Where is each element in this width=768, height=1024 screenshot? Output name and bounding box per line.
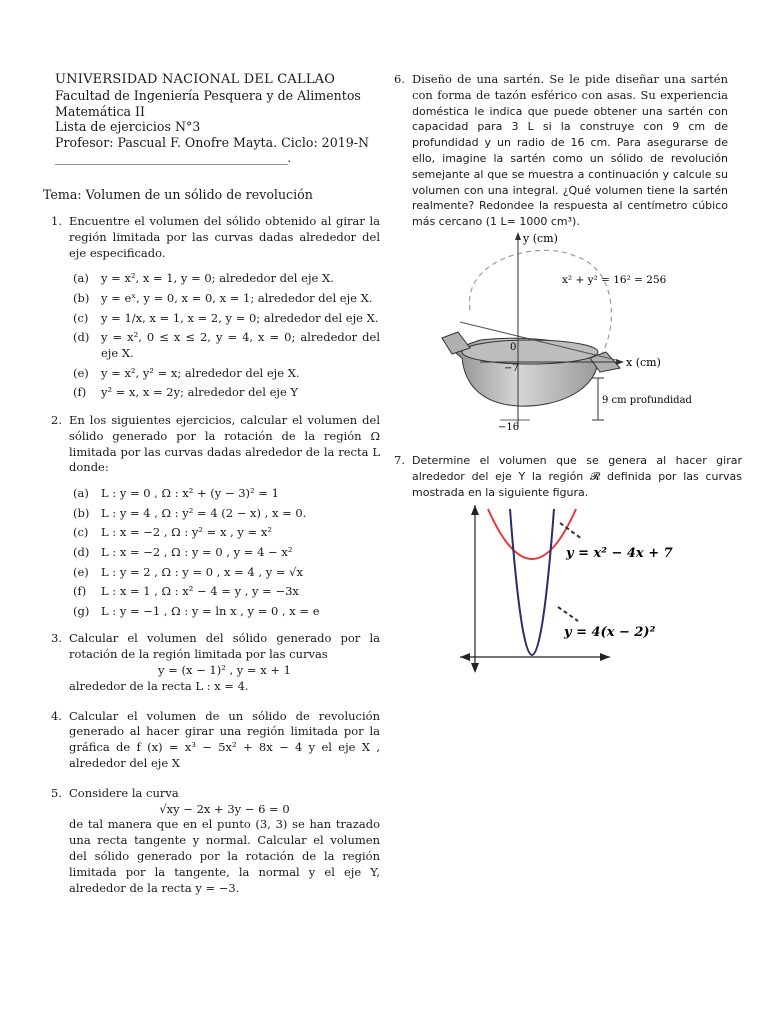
problem-text: Calcular el volumen de un sólido de revolución generado al hacer girar una región limitada por la gráfica de f (x) = x³ − 5x² + 8x − 4 y el eje X , alrededor del eje X — [69, 708, 380, 771]
list-item — [69, 330, 380, 362]
x-axis-label: x (cm) — [626, 356, 661, 369]
item-label: (e) — [73, 365, 89, 380]
x-axis-arrow-right — [600, 653, 610, 661]
item-text: L : y = 4 , Ω : y² = 4 (2 − x) , x = 0. — [101, 505, 307, 520]
problem-text: Calcular el volumen del sólido generado por la rotación de la región limitada por las curvas — [69, 631, 380, 662]
x-axis-arrow-left — [460, 653, 470, 661]
item-label: (b) — [73, 505, 90, 520]
item-label: (d) — [73, 544, 90, 559]
problem-text — [412, 453, 742, 500]
item-text: L : x = 1 , Ω : x² − 4 = y , y = −3x — [101, 584, 299, 599]
item-label: (f) — [73, 385, 87, 400]
problem-text-after: de tal manera que en el punto (3, 3) se han trazado una recta tangente y normal. Calcular el volumen del sólido generado por la rotación de la región limitada por la tangente, la normal y el eje Y, alrededor de la recta y = −3. — [69, 817, 380, 895]
problem-equation: y = (x − 1)² , y = x + 1 — [158, 663, 291, 678]
item-text: y = x², 0 ≤ x ≤ 2, y = 4, x = 0; alrededor del eje X. — [101, 330, 380, 360]
item-label: (f) — [73, 584, 87, 599]
parabola-figure — [460, 505, 720, 675]
item-text: L : y = 2 , Ω : y = 0 , x = 4 , y = √x — [101, 564, 303, 579]
problem-text-sans: doméstica le indica que puede obtener una sartén con capacidad para 3 L si la construye con 9 cm de profundidad y un radio de 16 cm. Para asegurarse de ello, imagine la sartén como un sólido de revolución semejante al que se muestra a continuación y calcule su volumen con una integral. ¿Qué volumen tiene la sartén realmente? Redondee la respuesta al centímetro cúbico más cercano (1 L= 1000 cm³). — [412, 104, 728, 229]
problem-text-after: alrededor de la recta L : x = 4. — [69, 678, 249, 693]
problem-3 — [51, 631, 380, 694]
problem-text — [412, 72, 728, 230]
list-item — [69, 584, 380, 600]
problem-text-serif: Diseño de una sartén. Se le pide diseñar una sartén con forma de tazón esférico con asas. Su experiencia — [412, 72, 728, 102]
problem-equation: √xy − 2x + 3y − 6 = 0 — [159, 801, 290, 816]
curve-1-label: y = x² − 4x + 7 — [566, 546, 673, 561]
circle-equation: x² + y² = 16² = 256 — [562, 274, 667, 286]
pan-rim — [462, 340, 598, 364]
list-item — [69, 525, 380, 541]
list-item — [69, 271, 380, 287]
label-minus-16: −16 — [498, 422, 520, 433]
curve-1 — [488, 509, 576, 559]
y-axis-arrow-bottom — [471, 663, 479, 673]
problem-text: En los siguientes ejercicios, calcular el volumen del sólido generado por la rotación de la región Ω limitada por las curvas dadas alrededor de la recta L donde: — [69, 412, 380, 475]
problem-4 — [51, 708, 380, 772]
list-item — [69, 366, 380, 382]
x-axis-arrow — [616, 359, 624, 365]
left-column — [43, 72, 380, 896]
problem-number: 4. — [51, 708, 62, 723]
list-item — [69, 311, 380, 327]
item-text: L : x = −2 , Ω : y = 0 , y = 4 − x² — [101, 544, 293, 559]
list-item — [69, 604, 380, 620]
item-text: L : y = 0 , Ω : x² + (y − 3)² = 1 — [101, 486, 279, 501]
item-text: L : y = −1 , Ω : y = ln x , y = 0 , x = e — [101, 603, 320, 618]
pan-figure — [440, 228, 710, 438]
problem-number: 7. — [394, 453, 405, 467]
problem-2 — [51, 412, 380, 620]
item-text: y = x², y² = x; alrededor del eje X. — [101, 365, 300, 380]
problem-number: 2. — [51, 412, 62, 427]
right-column — [394, 72, 728, 230]
faculty-name: Facultad de Ingeniería Pesquera y de Alimentos — [55, 87, 361, 103]
label-minus-7: −7 — [504, 363, 519, 374]
item-label: (a) — [73, 486, 89, 501]
y-axis-arrow — [515, 232, 521, 240]
item-text: L : x = −2 , Ω : y² = x , y = x² — [101, 525, 272, 540]
topic-title: Tema: Volumen de un sólido de revolución — [43, 186, 313, 202]
problem-number: 3. — [51, 631, 62, 646]
university-name: UNIVERSIDAD NACIONAL DEL CALLAO — [55, 72, 336, 87]
problem-text: Encuentre el volumen del sólido obtenido al girar la región limitada por las curvas dadas alrededor del eje especificado. — [69, 213, 380, 260]
list-item — [69, 385, 380, 401]
problem-items — [69, 486, 380, 619]
problem-5 — [51, 785, 380, 897]
item-label: (b) — [73, 290, 90, 305]
problem-7 — [394, 453, 742, 500]
curve-2-label: y = 4(x − 2)² — [564, 625, 656, 640]
list-title: Lista de ejercicios N°3 — [55, 119, 201, 135]
list-item — [69, 545, 380, 561]
problem-6 — [394, 72, 728, 230]
list-item — [69, 565, 380, 581]
problem-items — [69, 271, 380, 401]
item-label: (g) — [73, 603, 90, 618]
item-text: y = x², x = 1, y = 0; alrededor del eje X. — [101, 271, 334, 286]
header-rule: ___________________________________________. — [55, 150, 291, 165]
curve-2 — [510, 509, 554, 655]
y-axis-arrow-top — [471, 505, 479, 515]
item-label: (c) — [73, 525, 89, 540]
problem-number: 1. — [51, 213, 62, 228]
list-item — [69, 291, 380, 307]
leader-2 — [558, 607, 578, 621]
course-name: Matemática II — [55, 103, 145, 119]
problem-number: 5. — [51, 785, 62, 800]
item-label: (d) — [73, 330, 90, 345]
problem-1 — [51, 213, 380, 401]
item-text: y² = x, x = 2y; alrededor del eje Y — [101, 385, 298, 400]
item-label: (c) — [73, 310, 89, 325]
item-label: (a) — [73, 271, 89, 286]
leader-1 — [560, 523, 582, 539]
depth-label: 9 cm profundidad — [602, 395, 692, 406]
problem-number: 6. — [394, 72, 405, 86]
item-label: (e) — [73, 564, 89, 579]
professor-line: Profesor: Pascual F. Onofre Mayta. Ciclo: 2019-N — [55, 135, 370, 151]
label-zero: 0 — [510, 342, 517, 353]
item-text: y = 1/x, x = 1, x = 2, y = 0; alrededor del eje X. — [101, 310, 379, 325]
item-text: y = eˣ, y = 0, x = 0, x = 1; alrededor del eje X. — [101, 290, 373, 305]
problem-text: Considere la curva — [69, 785, 179, 800]
list-item — [69, 506, 380, 522]
list-item — [69, 486, 380, 502]
problem-text-content: Determine el volumen que se genera al hacer girar alrededor del eje Y la región 𝓡 definida por las curvas mostrada en la siguiente figura. — [412, 454, 742, 499]
y-axis-label: y (cm) — [523, 232, 558, 245]
